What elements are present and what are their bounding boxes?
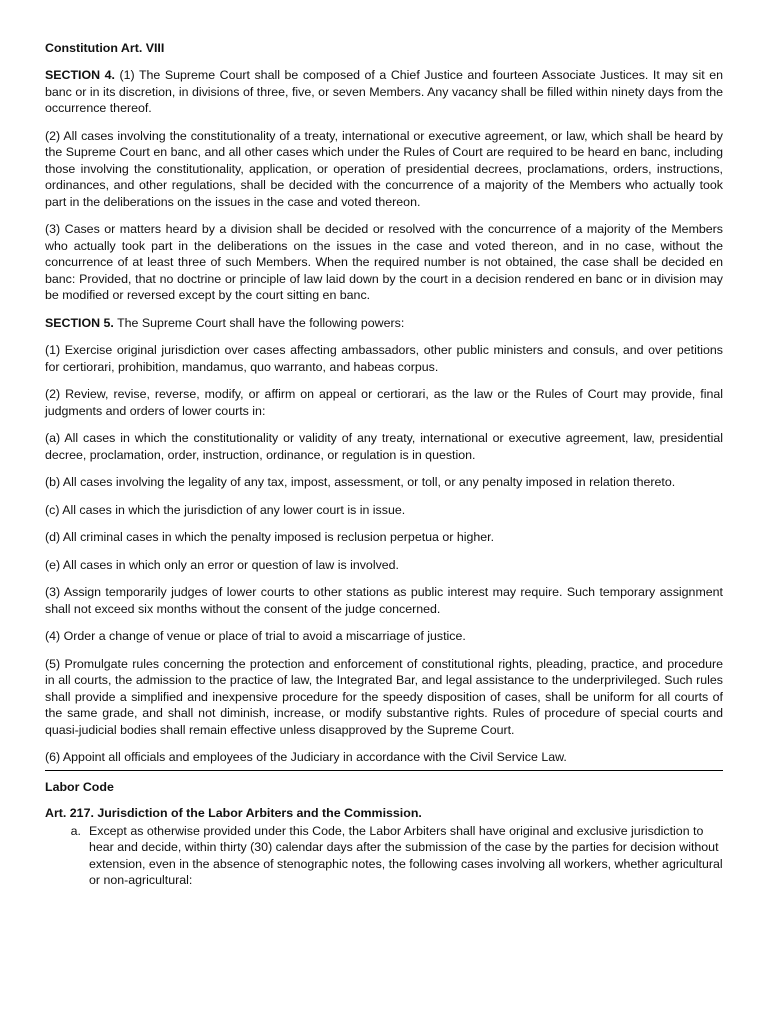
section-5-para-c: (c) All cases in which the jurisdiction of any lower court is in issue. xyxy=(45,502,406,517)
section-5-intro: SECTION 5. The Supreme Court shall have the following powers: xyxy=(45,315,405,330)
section-5-para-a: (a) All cases in which the constitutionality or validity of any treaty, international or executive agreement, law, presidential decree, proclamation, order, instruction, ordinance, or regulation is in question. xyxy=(45,431,723,462)
section-4-para-3: (3) Cases or matters heard by a division shall be decided or resolved with the concurrence of a majority of the Members who actually took part in the deliberations on the issues in the case and voted thereon, and in no case, without the concurrence of at least three of such Members. When the required number is not obtained, the case shall be decided en banc: Provided, that no doctrine or principle of law laid down by the court in a decision rendered en banc or in division may be modified or reversed except by the court sitting en banc. xyxy=(45,222,723,302)
section-4-para-1: SECTION 4. (1) The Supreme Court shall be composed of a Chief Justice and fourteen Associate Justices. It may sit en banc or in its discretion, in divisions of three, five, or seven Members. Any vacancy shall be filled within ninety days from the occurrence thereof. xyxy=(45,68,723,115)
section-5-para-6: (6) Appoint all officials and employees of the Judiciary in accordance with the Civil Service Law. xyxy=(45,750,567,764)
section-5-para-d: (d) All criminal cases in which the penalty imposed is reclusion perpetua or higher. xyxy=(45,530,495,544)
section-5-para-2: (2) Review, revise, reverse, modify, or affirm on appeal or certiorari, as the law or the Rules of Court may provide, final judgments and orders of lower courts in: xyxy=(45,387,723,418)
section-5-para-3: (3) Assign temporarily judges of lower courts to other stations as public interest may require. Such temporary assignment shall not exceed six months without the consent of the judge concerned. xyxy=(45,585,723,616)
section-5-para-b: (b) All cases involving the legality of any tax, impost, assessment, or toll, or any penalty imposed in relation thereto. xyxy=(45,475,676,489)
item-a-text: Except as otherwise provided under this Code, the Labor Arbiters shall have original and exclusive jurisdiction to hear and decide, within thirty (30) calendar days after the submission of the case by the parties for decision without extension, even in the absence of stenographic notes, the following cases involving all workers, whether agricultural or non-agricultural: xyxy=(89,823,723,887)
labor-code-heading: Labor Code xyxy=(45,779,114,794)
section-4-para-2: (2) All cases involving the constitutionality of a treaty, international or executive agreement, or law, which shall be heard by the Supreme Court en banc, and all other cases which under the Rules of Court are required to be heard en banc, including those involving the constitutionality, application, or operation of presidential decrees, proclamations, orders, instructions, ordinances, and other regulations, shall be decided with the concurrence of a majority of the Members who actually took part in the deliberations on the issues in the case and voted thereon. xyxy=(45,128,723,209)
article-217-title: Art. 217. Jurisdiction of the Labor Arbiters and the Commission. xyxy=(45,805,422,820)
document-title: Constitution Art. VIII xyxy=(45,41,165,55)
section-5-para-1: (1) Exercise original jurisdiction over cases affecting ambassadors, other public ministers and consuls, and over petitions for certiorari, prohibition, mandamus, quo warranto, and habeas corpus. xyxy=(45,343,723,374)
section-5-para-e: (e) All cases in which only an error or question of law is involved. xyxy=(45,557,399,572)
section-5-para-5: (5) Promulgate rules concerning the protection and enforcement of constitutional rights, pleading, practice, and procedure in all courts, the admission to the practice of law, the Integrated Bar, and legal assistance to the underprivileged. Such rules shall provide a simplified and inexpensive procedure for the speedy disposition of cases, shall be uniform for all courts of the same grade, and shall not diminish, increase, or modify substantive rights. Rules of procedure of special courts and quasi-judicial bodies shall remain effective unless disapproved by the Supreme Court. xyxy=(45,656,723,737)
section-5-heading: SECTION 5. xyxy=(45,315,114,330)
article-217-item-a xyxy=(45,823,723,889)
section-5-para-4: (4) Order a change of venue or place of trial to avoid a miscarriage of justice. xyxy=(45,629,466,643)
section-divider xyxy=(45,770,723,771)
item-a-marker: a. xyxy=(70,823,81,838)
section-4-heading: SECTION 4. xyxy=(45,68,115,82)
